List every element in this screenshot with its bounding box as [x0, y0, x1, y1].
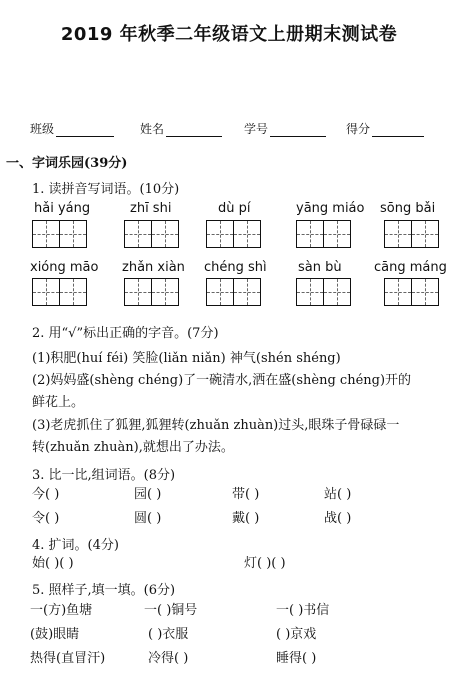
q3-item[interactable]: 战( ): [324, 511, 352, 526]
pinyin-label: zhǎn xiàn: [122, 260, 185, 275]
q3-item[interactable]: 带( ): [232, 487, 260, 502]
q5-item[interactable]: 一( )书信: [276, 603, 330, 618]
q4-item[interactable]: 灯( )( ): [244, 556, 286, 571]
writing-cell[interactable]: [233, 220, 261, 248]
class-blank[interactable]: [56, 124, 114, 137]
q4-item[interactable]: 始( )( ): [32, 556, 74, 571]
score-blank[interactable]: [372, 124, 424, 137]
score-label: 得分: [346, 122, 371, 136]
q5-item[interactable]: ( )衣服: [148, 627, 189, 642]
pinyin-label: dù pí: [218, 201, 251, 216]
writing-cell[interactable]: [296, 220, 324, 248]
writing-cell[interactable]: [151, 220, 179, 248]
writing-cell[interactable]: [124, 278, 152, 306]
q5-item[interactable]: ( )京戏: [276, 627, 317, 642]
writing-grid[interactable]: [206, 220, 260, 248]
writing-cell[interactable]: [323, 278, 351, 306]
writing-grid[interactable]: [32, 220, 86, 248]
writing-cell[interactable]: [59, 278, 87, 306]
q2-line-2: (2)妈妈盛(shèng chéng)了一碗清水,洒在盛(shèng chéng)开的: [32, 373, 412, 388]
pinyin-label: sōng bǎi: [380, 201, 436, 216]
pinyin-label: sàn bù: [298, 260, 342, 275]
q3-item[interactable]: 令( ): [32, 511, 60, 526]
pinyin-label: xióng māo: [30, 260, 99, 275]
q3-item[interactable]: 站( ): [324, 487, 352, 502]
q5-item: 一(方)鱼塘: [30, 603, 93, 618]
writing-cell[interactable]: [323, 220, 351, 248]
writing-grid[interactable]: [384, 220, 438, 248]
id-label: 学号: [244, 122, 269, 136]
q5-item[interactable]: 冷得( ): [148, 651, 189, 666]
q2-line-4: (3)老虎抓住了狐狸,狐狸转(zhuǎn zhuàn)过头,眼珠子骨碌碌一: [32, 418, 400, 433]
question-2-title: 2. 用“√”标出正确的字音。(7分): [32, 326, 219, 341]
writing-cell[interactable]: [32, 278, 60, 306]
writing-grid[interactable]: [32, 278, 86, 306]
writing-cell[interactable]: [411, 278, 439, 306]
writing-cell[interactable]: [32, 220, 60, 248]
writing-grid[interactable]: [124, 220, 178, 248]
score-field: [346, 120, 424, 137]
q2-line-1: (1)积肥(huí féi) 笑脸(liǎn niǎn) 神气(shén shéng): [32, 351, 341, 366]
q5-item[interactable]: 一( )铜号: [144, 603, 198, 618]
writing-cell[interactable]: [124, 220, 152, 248]
writing-cell[interactable]: [411, 220, 439, 248]
page-title: 2019 年秋季二年级语文上册期末测试卷: [60, 24, 398, 45]
question-3-title: 3. 比一比,组词语。(8分): [32, 468, 176, 483]
name-label: 姓名: [140, 122, 165, 136]
section-title: 一、字词乐园(39分): [6, 156, 128, 171]
id-field: [244, 120, 326, 137]
writing-grid[interactable]: [296, 220, 350, 248]
class-label: 班级: [30, 122, 55, 136]
q3-item[interactable]: 园( ): [134, 487, 162, 502]
writing-grid[interactable]: [124, 278, 178, 306]
writing-grid[interactable]: [296, 278, 350, 306]
writing-cell[interactable]: [233, 278, 261, 306]
q5-item: 热得(直冒汗): [30, 651, 106, 666]
pinyin-label: chéng shì: [204, 260, 267, 275]
q2-line-3: 鲜花上。: [32, 395, 85, 410]
q3-item[interactable]: 戴( ): [232, 511, 260, 526]
writing-cell[interactable]: [296, 278, 324, 306]
q5-item[interactable]: 睡得( ): [276, 651, 317, 666]
writing-grid[interactable]: [384, 278, 438, 306]
writing-cell[interactable]: [384, 278, 412, 306]
name-field: [140, 120, 222, 137]
pinyin-label: zhī shi: [130, 201, 172, 216]
writing-grid[interactable]: [206, 278, 260, 306]
writing-cell[interactable]: [206, 278, 234, 306]
pinyin-label: yāng miáo: [296, 201, 365, 216]
question-1-title: 1. 读拼音写词语。(10分): [32, 182, 180, 197]
q3-item[interactable]: 今( ): [32, 487, 60, 502]
q2-line-5: 转(zhuǎn zhuàn),就想出了办法。: [32, 440, 234, 455]
writing-cell[interactable]: [384, 220, 412, 248]
pinyin-label: cāng máng: [374, 260, 447, 275]
writing-cell[interactable]: [206, 220, 234, 248]
writing-cell[interactable]: [151, 278, 179, 306]
question-5-title: 5. 照样子,填一填。(6分): [32, 583, 176, 598]
writing-cell[interactable]: [59, 220, 87, 248]
question-4-title: 4. 扩词。(4分): [32, 538, 119, 553]
id-blank[interactable]: [270, 124, 326, 137]
q3-item[interactable]: 圆( ): [134, 511, 162, 526]
name-blank[interactable]: [166, 124, 222, 137]
class-field: [30, 120, 114, 137]
q5-item: (鼓)眼睛: [30, 627, 80, 642]
pinyin-label: hǎi yáng: [34, 201, 91, 216]
